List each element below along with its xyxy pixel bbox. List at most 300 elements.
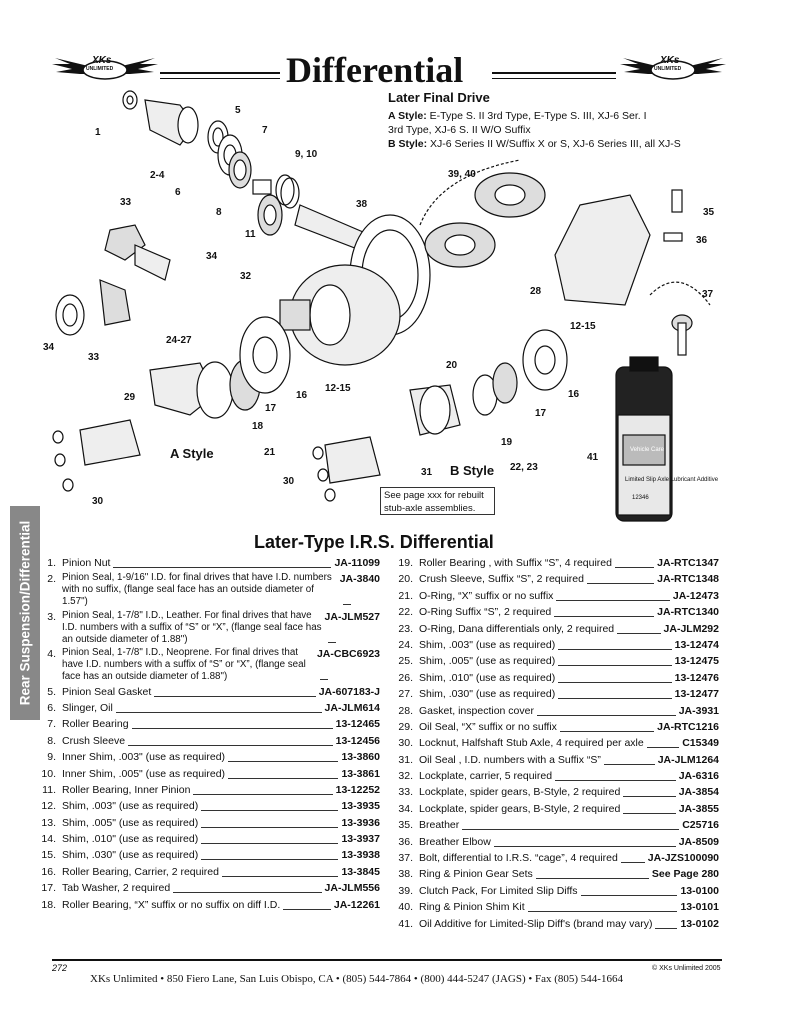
leader-line — [528, 911, 678, 912]
item-description: O-Ring Suffix “S”, 2 required — [419, 606, 552, 619]
leader-line — [201, 827, 338, 828]
callout-37: 37 — [702, 289, 714, 300]
part-number: JA-3855 — [678, 802, 719, 815]
item-description-wrap — [62, 685, 319, 700]
item-number: 14. — [41, 833, 56, 846]
a-style-label-diagram: A Style — [170, 446, 214, 461]
list-item — [389, 638, 719, 653]
item-description: Shim, .003" (use as required) — [419, 638, 556, 651]
inner-bearing-drawing — [258, 195, 282, 235]
part-number: 13-3935 — [341, 800, 380, 813]
list-item — [389, 851, 719, 866]
leader-line — [154, 696, 315, 697]
item-number: 34. — [398, 802, 413, 815]
item-description-wrap — [62, 647, 317, 683]
item-number: 33. — [398, 786, 413, 799]
logo-text-top: XKs — [660, 55, 680, 66]
item-description-wrap — [419, 622, 664, 637]
leader-line — [587, 583, 654, 584]
part-number: 13-12474 — [674, 638, 719, 651]
item-description-wrap — [419, 720, 657, 735]
header-rule-left-thin — [160, 78, 280, 79]
leader-line — [173, 892, 321, 893]
part-number: 13-0100 — [680, 884, 719, 897]
list-item — [389, 556, 719, 571]
item-description: Pinion Seal, 1-7/8" I.D., Leather. For final drives that have I.D. numbers with a suffix of “S” or “X”, (flange seal face has an outside diameter of 1.88") — [62, 609, 322, 645]
item-description-wrap — [419, 867, 652, 882]
leader-line — [193, 794, 332, 795]
callout-9-10: 9, 10 — [295, 149, 318, 160]
list-item — [389, 900, 719, 915]
item-description: Shim, .030" (use as required) — [62, 849, 199, 862]
leader-line — [558, 665, 671, 666]
callout-7: 7 — [262, 125, 268, 136]
callout-5: 5 — [235, 105, 241, 116]
list-item — [32, 610, 380, 646]
callout-18: 18 — [252, 421, 264, 432]
callout-12-15b: 12-15 — [570, 321, 596, 332]
pinion-nut-drawing — [123, 91, 137, 109]
logo-text-bottom: UNLIMITED — [654, 66, 682, 72]
item-description-wrap — [419, 605, 657, 620]
item-description-wrap — [62, 750, 341, 765]
bottle-label: Limited Slip Axle Lubricant Additive — [625, 477, 719, 483]
item-description: Shim, .005" (use as required) — [62, 816, 199, 829]
callout-30b: 30 — [283, 476, 295, 487]
item-description: Breather — [419, 819, 460, 832]
leader-line — [647, 747, 680, 748]
item-description: Oil Seal, “X” suffix or no suffix — [419, 720, 557, 733]
callout-36: 36 — [696, 235, 708, 246]
part-number: 13-12477 — [674, 688, 719, 701]
item-description-wrap — [419, 917, 680, 932]
leader-line — [536, 878, 649, 879]
item-description: Oil Additive for Limited-Slip Diff's (brand may vary) — [419, 917, 653, 930]
list-item — [32, 734, 380, 749]
item-description: Ring & Pinion Gear Sets — [419, 868, 533, 881]
item-number: 9. — [47, 751, 56, 764]
leader-line — [560, 731, 654, 732]
part-number: See Page 280 — [651, 868, 719, 881]
leader-line — [116, 712, 322, 713]
brand-logo-right — [618, 50, 728, 90]
part-number: JA-RTC1347 — [657, 557, 719, 569]
leader-line — [623, 813, 675, 814]
copyright: © XKs Unlimited 2005 — [652, 965, 721, 972]
item-description-wrap — [62, 572, 340, 608]
parts-list-right — [389, 556, 719, 933]
list-item — [32, 816, 380, 831]
page-title: Differential — [286, 50, 464, 90]
list-item — [389, 835, 719, 850]
item-description-wrap — [62, 865, 341, 880]
leader-line — [113, 567, 331, 568]
part-number: JA-RTC1340 — [657, 606, 719, 619]
item-description: Crush Sleeve, Suffix “S”, 2 required — [419, 573, 584, 586]
item-description: Shim, .030" (use as required) — [419, 688, 556, 701]
callout-39-40: 39, 40 — [448, 169, 476, 180]
callout-16b: 16 — [568, 389, 580, 400]
item-description: Ring & Pinion Shim Kit — [419, 901, 525, 914]
callout-11: 11 — [245, 229, 256, 240]
pinion-flange-drawing — [145, 100, 198, 145]
item-number: 12. — [41, 800, 56, 813]
item-description: Crush Sleeve — [62, 734, 126, 747]
footer-rule — [52, 959, 722, 961]
item-number: 41. — [398, 917, 413, 930]
item-number: 22. — [398, 606, 413, 619]
item-number: 15. — [41, 849, 56, 862]
item-description-wrap — [62, 767, 341, 782]
leader-line — [615, 567, 654, 568]
part-number: 13-12475 — [674, 655, 719, 668]
item-description-wrap — [419, 572, 657, 587]
item-number: 4. — [47, 648, 56, 661]
side-tab-label: Rear Suspension/Differential — [17, 520, 33, 706]
item-number: 3. — [47, 610, 56, 623]
part-number: JA-3854 — [678, 786, 719, 799]
item-description-wrap — [62, 816, 341, 831]
item-description-wrap — [419, 785, 679, 800]
part-number: 13-3860 — [341, 751, 380, 764]
item-number: 26. — [398, 671, 413, 684]
exploded-diagram — [40, 85, 730, 525]
leader-line — [132, 728, 333, 729]
item-number: 40. — [398, 901, 413, 914]
item-number: 16. — [41, 865, 56, 878]
leader-line — [558, 698, 671, 699]
part-number: JA-12473 — [672, 589, 719, 602]
list-item — [389, 622, 719, 637]
list-item — [389, 589, 719, 604]
bolt-drawing — [650, 282, 710, 355]
item-description: Gasket, inspection cover — [419, 704, 534, 717]
header-rule-left — [160, 72, 280, 74]
breather-drawing — [664, 190, 682, 241]
part-number: JA-JLM614 — [324, 701, 380, 714]
item-description-wrap — [419, 900, 680, 915]
part-number: JA-11099 — [334, 557, 380, 569]
list-item — [32, 572, 380, 608]
list-item — [32, 799, 380, 814]
part-number: JA-JLM292 — [663, 622, 719, 635]
part-number: 13-3861 — [341, 767, 380, 780]
part-number: 13-3845 — [341, 865, 380, 878]
callout-34a: 34 — [206, 251, 218, 262]
item-number: 39. — [398, 884, 413, 897]
part-number: 13-0101 — [680, 901, 719, 914]
list-item — [389, 572, 719, 587]
item-description-wrap — [419, 835, 679, 850]
item-description-wrap — [62, 832, 341, 847]
item-description: Shim, .010" (use as required) — [62, 833, 199, 846]
item-number: 23. — [398, 622, 413, 635]
item-number: 21. — [398, 589, 413, 602]
callout-21: 21 — [264, 447, 276, 458]
leader-line — [655, 928, 677, 929]
list-item — [32, 865, 380, 880]
item-number: 2. — [47, 573, 56, 586]
parts-list-left — [32, 556, 380, 914]
item-number: 30. — [398, 737, 413, 750]
part-number: JA-JLM556 — [324, 882, 380, 895]
part-number: JA-JLM527 — [324, 610, 380, 623]
callout-8: 8 — [216, 207, 222, 218]
part-number: JA-8509 — [678, 835, 719, 848]
list-item — [389, 802, 719, 817]
item-number: 35. — [398, 819, 413, 832]
item-description-wrap — [62, 701, 325, 716]
list-item — [32, 898, 380, 913]
leader-line — [604, 764, 655, 765]
inspection-cover-drawing — [555, 195, 650, 305]
leader-line — [222, 876, 338, 877]
item-number: 36. — [398, 835, 413, 848]
callout-17b: 17 — [535, 408, 547, 419]
part-number: JA-3840 — [339, 573, 380, 586]
parts-section-title: Later-Type I.R.S. Differential — [254, 532, 494, 552]
list-item — [389, 884, 719, 899]
list-item — [389, 654, 719, 669]
part-number: JA-CBC6923 — [316, 648, 380, 661]
item-description: Inner Shim, .003" (use as required) — [62, 751, 226, 764]
item-description: Pinion Seal Gasket — [62, 685, 152, 698]
part-number: JA-RTC1216 — [657, 720, 719, 733]
item-description-wrap — [419, 884, 680, 899]
b-style-label: B Style: — [388, 138, 428, 150]
item-description-wrap — [419, 802, 679, 817]
list-item — [389, 687, 719, 702]
leader-line — [201, 810, 338, 811]
item-description-wrap — [419, 851, 648, 866]
list-item — [32, 783, 380, 798]
part-number: JA-6316 — [678, 770, 719, 783]
list-item — [32, 848, 380, 863]
item-number: 28. — [398, 704, 413, 717]
item-description: Roller Bearing, Carrier, 2 required — [62, 865, 219, 878]
leader-line — [623, 796, 675, 797]
list-item — [389, 704, 719, 719]
item-number: 20. — [398, 573, 413, 586]
crush-sleeve-drawing — [253, 180, 271, 194]
leader-line — [462, 829, 679, 830]
list-item — [32, 717, 380, 732]
part-number: 13-3936 — [341, 816, 380, 829]
list-item — [389, 867, 719, 882]
bottle-code: 12346 — [632, 495, 649, 501]
leader-line — [558, 649, 671, 650]
leader-line — [128, 745, 333, 746]
rebuilt-note: See page xxx for rebuilt stub-axle assemblies. — [380, 487, 495, 515]
list-item — [32, 685, 380, 700]
list-item — [32, 832, 380, 847]
logo-text-bottom: UNLIMITED — [86, 66, 114, 72]
item-description-wrap — [419, 769, 679, 784]
list-item — [389, 736, 719, 751]
part-number: JA-JLM1264 — [657, 753, 719, 766]
item-description: Lockplate, spider gears, B-Style, 2 required — [419, 786, 621, 799]
leader-line — [581, 895, 678, 896]
item-description-wrap — [62, 717, 336, 732]
item-description: Clutch Pack, For Limited Slip Diffs — [419, 884, 578, 897]
item-description: Breather Elbow — [419, 835, 491, 848]
item-number: 27. — [398, 688, 413, 701]
part-number: 13-12476 — [674, 671, 719, 684]
item-number: 32. — [398, 770, 413, 783]
leader-line — [617, 633, 660, 634]
item-description: Pinion Nut — [62, 557, 111, 569]
item-number: 6. — [47, 701, 56, 714]
callout-6: 6 — [175, 187, 181, 198]
item-description-wrap — [62, 610, 325, 646]
item-description-wrap — [419, 736, 682, 751]
item-number: 38. — [398, 868, 413, 881]
item-number: 5. — [47, 685, 56, 698]
item-description: Shim, .003" (use as required) — [62, 800, 199, 813]
logo-text-top: XKs — [92, 55, 112, 66]
item-description: Lockplate, carrier, 5 required — [419, 770, 553, 783]
callout-38: 38 — [356, 199, 368, 210]
part-number: JA-RTC1348 — [657, 573, 719, 586]
item-description-wrap — [419, 671, 675, 686]
roller-bearing-drawing — [229, 152, 251, 188]
callout-33b: 33 — [88, 352, 100, 363]
company-address: XKs Unlimited • 850 Fiero Lane, San Luis Obispo, CA • (805) 544-7864 • (800) 444-5247 (JAGS) • Fax (805) 544-1664 — [90, 973, 623, 985]
list-item — [389, 818, 719, 833]
part-number: 13-0102 — [680, 917, 719, 930]
leader-line — [558, 682, 671, 683]
carrier-case-drawing — [280, 265, 400, 365]
a-style-label: A Style: — [388, 110, 427, 122]
final-drive-title: Later Final Drive — [388, 90, 490, 105]
item-number: 31. — [398, 753, 413, 766]
item-description: Roller Bearing, “X” suffix or no suffix on diff I.D. — [62, 898, 281, 911]
item-number: 24. — [398, 638, 413, 651]
item-number: 37. — [398, 852, 413, 865]
item-number: 11. — [42, 783, 56, 796]
item-description-wrap — [62, 848, 341, 863]
spider-gears-drawing — [56, 225, 170, 335]
clutch-pack-drawing — [420, 160, 545, 267]
bottle-brand: Vehicle Care — [630, 447, 665, 453]
callout-28: 28 — [530, 286, 542, 297]
leader-line — [494, 846, 676, 847]
item-description-wrap — [419, 556, 657, 571]
item-description-wrap — [419, 687, 675, 702]
item-description: Bolt, differential to I.R.S. “cage”, 4 required — [419, 852, 618, 865]
b-style-label-diagram: B Style — [450, 463, 495, 478]
a-style-text-1: E-Type S. II 3rd Type, E-Type S. III, XJ-6 Ser. I — [429, 110, 647, 122]
item-number: 7. — [47, 718, 56, 731]
header-rule-right-thin — [492, 78, 616, 79]
item-description: Pinion Seal, 1-9/16" I.D. for final drives that have I.D. numbers with no suffix, (flange seal face has an outside diameter of 1.57") — [62, 572, 332, 608]
list-item — [389, 671, 719, 686]
callout-16a: 16 — [296, 390, 308, 401]
item-number: 13. — [41, 816, 56, 829]
item-number: 17. — [41, 882, 56, 895]
list-item — [389, 753, 719, 768]
callout-20: 20 — [446, 360, 458, 371]
list-item — [389, 769, 719, 784]
item-number: 25. — [398, 655, 413, 668]
list-item — [32, 556, 380, 571]
item-number: 8. — [47, 734, 56, 747]
callout-24-27: 24-27 — [166, 335, 192, 346]
part-number: 13-12252 — [335, 783, 380, 796]
item-description: Oil Seal , I.D. numbers with a Suffix “S” — [419, 753, 601, 766]
item-description-wrap — [419, 753, 658, 768]
item-description-wrap — [419, 654, 675, 669]
list-item — [32, 701, 380, 716]
item-description: Shim, .010" (use as required) — [419, 671, 556, 684]
item-description: Lockplate, spider gears, B-Style, 2 required — [419, 802, 621, 815]
list-item — [32, 767, 380, 782]
item-description-wrap — [62, 881, 325, 896]
callout-2-4: 2-4 — [150, 170, 165, 181]
part-number: JA-607183-J — [318, 685, 380, 698]
leader-line — [621, 862, 645, 863]
item-description: Roller Bearing — [62, 718, 129, 731]
part-number: 13-12465 — [335, 718, 380, 731]
item-number: 10. — [41, 767, 56, 780]
part-number: C25716 — [682, 819, 719, 832]
part-number: C15349 — [682, 737, 719, 750]
b-style-text: XJ-6 Series II W/Suffix X or S, XJ-6 Series III, all XJ-S — [430, 138, 681, 150]
callout-35: 35 — [703, 207, 715, 218]
callout-19: 19 — [501, 437, 513, 448]
leader-line — [283, 909, 331, 910]
item-description-wrap — [419, 704, 679, 719]
part-number: 13-3937 — [341, 833, 380, 846]
item-description: Roller Bearing , with Suffix “S”, 4 required — [419, 557, 612, 569]
leader-line — [201, 859, 338, 860]
list-item — [389, 720, 719, 735]
list-item — [389, 917, 719, 932]
item-description: Tab Washer, 2 required — [62, 882, 171, 895]
leader-line — [556, 600, 669, 601]
callout-31: 31 — [421, 467, 433, 478]
item-description: Pinion Seal, 1-7/8" I.D., Neoprene. For final drives that have I.D. numbers with a suffix of “S” or “X”, (flange seal face has an outside diameter of 1.88") — [62, 647, 306, 683]
item-description-wrap — [419, 589, 673, 604]
item-description-wrap — [62, 734, 336, 749]
callout-33a: 33 — [120, 197, 132, 208]
part-number: JA-JZS100090 — [647, 852, 719, 865]
item-description: Roller Bearing, Inner Pinion — [62, 783, 191, 796]
leader-line — [554, 616, 654, 617]
leader-line — [201, 843, 338, 844]
item-description: Inner Shim, .005" (use as required) — [62, 767, 226, 780]
leader-line — [537, 715, 676, 716]
leader-line — [228, 778, 338, 779]
item-number: 18. — [41, 898, 56, 911]
item-description-wrap — [419, 818, 682, 833]
item-number: 1. — [47, 557, 56, 569]
item-description: O-Ring, “X” suffix or no suffix — [419, 589, 554, 602]
leader-line — [228, 761, 338, 762]
list-item — [32, 881, 380, 896]
item-description: Locknut, Halfshaft Stub Axle, 4 required per axle — [419, 737, 644, 750]
callout-12-15a: 12-15 — [325, 383, 351, 394]
item-number: 19. — [398, 557, 413, 569]
item-description-wrap — [62, 898, 334, 913]
list-item — [389, 605, 719, 620]
callout-41: 41 — [587, 452, 599, 463]
page-number: 272 — [52, 963, 68, 973]
a-style-text-2: 3rd Type, XJ-6 S. II W/O Suffix — [388, 124, 531, 136]
part-number: JA-3931 — [678, 704, 719, 717]
item-number: 29. — [398, 720, 413, 733]
item-description-wrap — [419, 638, 675, 653]
